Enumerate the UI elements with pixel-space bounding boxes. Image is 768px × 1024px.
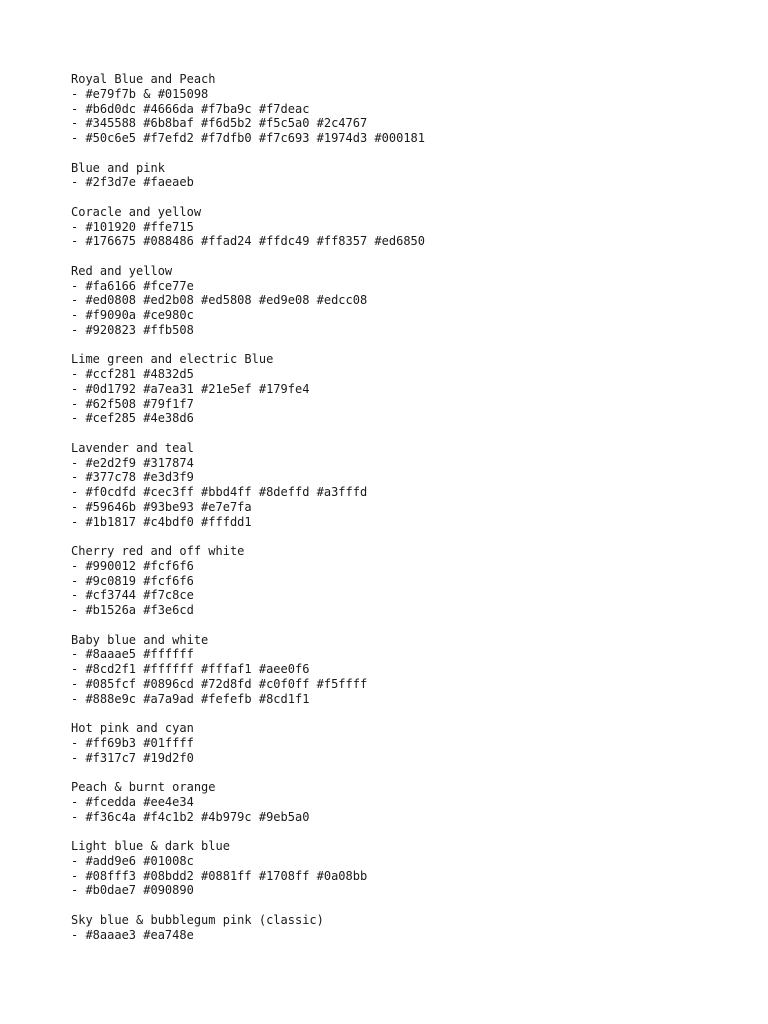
color-line: - #50c6e5 #f7efd2 #f7dfb0 #f7c693 #1974d3 #000181 <box>71 131 426 145</box>
palette-section <box>71 264 768 338</box>
color-line: - #1b1817 #c4bdf0 #fffdd1 <box>71 514 252 529</box>
section-title: Baby blue and white <box>71 632 209 647</box>
color-line: - #e2d2f9 #317874 <box>71 455 194 470</box>
color-line: - #085fcf #0896cd #72d8fd #c0f0ff #f5ffff <box>71 676 368 691</box>
color-line: - #f0cdfd #cec3ff #bbd4ff #8deffd #a3fffd <box>71 485 368 499</box>
palette-section <box>71 161 768 191</box>
section-title: Lavender and teal <box>71 440 194 455</box>
palette-section <box>71 913 768 943</box>
color-line: - #ed0808 #ed2b08 #ed5808 #ed9e08 #edcc08 <box>71 293 368 308</box>
color-line: - #377c78 #e3d3f9 <box>71 470 194 485</box>
color-line: - #59646b #93be93 #e7e7fa <box>71 499 252 514</box>
color-line: - #888e9c #a7a9ad #fefefb #8cd1f1 <box>71 691 310 706</box>
color-line: - #cef285 #4e38d6 <box>71 411 194 426</box>
palette-section <box>71 721 768 765</box>
palette-section <box>71 780 768 824</box>
color-line: - #add9e6 #01008c <box>71 853 194 868</box>
color-line: - #ff69b3 #01ffff <box>71 735 194 750</box>
section-title: Light blue & dark blue <box>71 839 230 853</box>
color-line: - #2f3d7e #faeaeb <box>71 175 194 190</box>
section-title: Peach & burnt orange <box>71 780 216 794</box>
section-title: Royal Blue and Peach <box>71 72 216 86</box>
color-line: - #cf3744 #f7c8ce <box>71 588 194 603</box>
palette-section <box>71 839 768 898</box>
color-line: - #e79f7b & #015098 <box>71 86 209 101</box>
color-line: - #f317c7 #19d2f0 <box>71 750 194 765</box>
section-title: Blue and pink <box>71 160 165 175</box>
color-line: - #f9090a #ce980c <box>71 308 194 322</box>
palette-section <box>71 352 768 426</box>
section-title: Hot pink and cyan <box>71 721 194 735</box>
color-line: - #0d1792 #a7ea31 #21e5ef #179fe4 <box>71 381 310 396</box>
color-line: - #9c0819 #fcf6f6 <box>71 573 194 588</box>
palette-section <box>71 205 768 249</box>
palette-section <box>71 441 768 530</box>
section-title: Cherry red and off white <box>71 544 245 558</box>
color-line: - #8aaae3 #ea748e <box>71 927 194 942</box>
section-title: Coracle and yellow <box>71 204 202 219</box>
color-line: - #b6d0dc #4666da #f7ba9c #f7deac <box>71 101 310 116</box>
color-line: - #fcedda #ee4e34 <box>71 794 194 809</box>
color-line: - #62f508 #79f1f7 <box>71 396 194 411</box>
section-title: Sky blue & bubblegum pink (classic) <box>71 912 324 927</box>
color-line: - #345588 #6b8baf #f6d5b2 #f5c5a0 #2c4767 <box>71 116 368 131</box>
section-title: Lime green and electric Blue <box>71 352 274 367</box>
section-title: Red and yellow <box>71 263 173 278</box>
color-line: - #8aaae5 #ffffff <box>71 647 194 662</box>
color-line: - #b0dae7 #090890 <box>71 883 194 898</box>
color-line: - #920823 #ffb508 <box>71 322 194 337</box>
color-line: - #08fff3 #08bdd2 #0881ff #1708ff #0a08bb <box>71 868 368 883</box>
palette-section <box>71 633 768 707</box>
color-line: - #b1526a #f3e6cd <box>71 603 194 617</box>
color-line: - #101920 #ffe715 <box>71 219 194 234</box>
color-line: - #fa6166 #fce77e <box>71 278 194 293</box>
color-line: - #990012 #fcf6f6 <box>71 558 194 573</box>
color-line: - #f36c4a #f4c1b2 #4b979c #9eb5a0 <box>71 809 310 824</box>
color-line: - #176675 #088486 #ffad24 #ffdc49 #ff8357 #ed6850 <box>71 234 426 249</box>
document-body <box>71 72 768 957</box>
palette-section <box>71 72 768 146</box>
color-line: - #ccf281 #4832d5 <box>71 367 194 381</box>
color-line: - #8cd2f1 #ffffff #fffaf1 #aee0f6 <box>71 662 310 676</box>
palette-section <box>71 544 768 618</box>
